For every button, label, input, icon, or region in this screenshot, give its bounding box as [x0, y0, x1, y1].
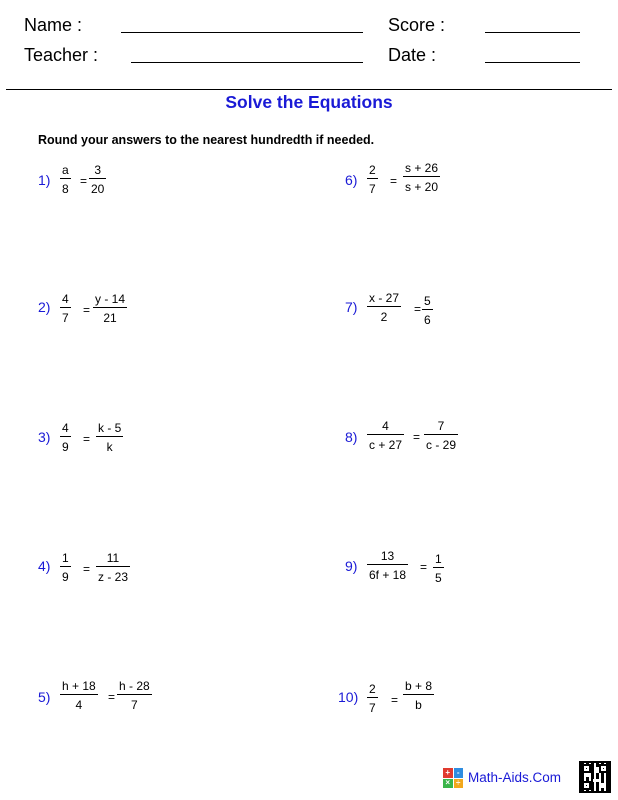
qr-code-icon — [579, 761, 611, 793]
numerator: 4 — [382, 419, 389, 433]
equals-sign: = — [83, 432, 91, 446]
numerator: a — [62, 163, 69, 177]
right-fraction — [433, 553, 444, 584]
numerator: 3 — [94, 163, 102, 177]
math-aids-logo — [443, 768, 463, 788]
date-label: Date : — [388, 45, 437, 65]
right-fraction — [89, 164, 106, 195]
left-fraction — [367, 292, 401, 323]
denominator: 5 — [435, 571, 442, 585]
numerator: 5 — [424, 294, 431, 308]
left-fraction — [367, 420, 404, 451]
name-label: Name : — [24, 15, 83, 35]
page-title: Solve the Equations — [225, 92, 393, 112]
right-fraction — [117, 680, 152, 711]
denominator: 9 — [62, 440, 69, 454]
problem-number: 10) — [338, 689, 359, 705]
denominator: 6f + 18 — [369, 568, 407, 582]
problem-number: 5) — [38, 689, 51, 705]
numerator: 4 — [62, 421, 69, 435]
numerator: 7 — [437, 419, 445, 433]
teacher-field[interactable] — [131, 62, 363, 63]
problem-number: 7) — [345, 299, 358, 315]
right-fraction — [93, 293, 127, 324]
denominator: 9 — [62, 570, 69, 584]
logo-tile: ÷ — [454, 779, 464, 789]
denominator: z - 23 — [98, 570, 129, 584]
numerator: 1 — [435, 552, 442, 566]
numerator: 1 — [62, 551, 69, 565]
right-fraction — [96, 552, 130, 583]
denominator: 2 — [380, 310, 388, 324]
score-field[interactable] — [485, 32, 580, 33]
right-fraction — [403, 162, 440, 193]
equals-sign: = — [390, 174, 398, 188]
problem-number: 1) — [38, 172, 51, 188]
problem-number: 3) — [38, 429, 51, 445]
numerator: 13 — [380, 549, 395, 563]
denominator: k — [106, 440, 113, 454]
denominator: 21 — [103, 311, 117, 325]
denominator: s + 20 — [405, 180, 439, 194]
logo-tile: - — [454, 768, 464, 778]
left-fraction — [367, 164, 378, 195]
numerator: x - 27 — [369, 291, 400, 305]
numerator: y - 14 — [95, 292, 126, 306]
instructions: Round your answers to the nearest hundredth if needed. — [38, 133, 375, 147]
numerator: k - 5 — [98, 421, 122, 435]
denominator: c - 29 — [426, 438, 457, 452]
left-fraction — [60, 552, 71, 583]
denominator: c + 27 — [369, 438, 403, 452]
denominator: 7 — [62, 311, 69, 325]
left-fraction — [60, 293, 71, 324]
right-fraction — [424, 420, 458, 451]
left-fraction — [367, 550, 408, 581]
brand-text: Math-Aids.Com — [468, 770, 562, 785]
numerator: h + 18 — [62, 679, 96, 693]
problem-number: 8) — [345, 429, 358, 445]
header-divider — [6, 89, 612, 90]
numerator: 4 — [62, 292, 69, 306]
logo-tile: × — [443, 779, 453, 789]
numerator: 11 — [106, 551, 120, 565]
name-field[interactable] — [121, 32, 363, 33]
right-fraction — [422, 295, 433, 326]
denominator: 7 — [369, 182, 376, 196]
denominator: 8 — [62, 182, 69, 196]
numerator: h - 28 — [119, 679, 150, 693]
denominator: b — [415, 698, 422, 712]
numerator: 2 — [369, 682, 376, 696]
right-fraction — [403, 680, 434, 711]
right-fraction — [96, 422, 123, 453]
left-fraction — [60, 422, 71, 453]
numerator: b + 8 — [405, 679, 433, 693]
equals-sign: = — [80, 174, 88, 188]
problem-number: 4) — [38, 558, 51, 574]
equals-sign: = — [83, 562, 91, 576]
left-fraction — [367, 683, 378, 714]
denominator: 20 — [91, 182, 105, 196]
equals-sign: = — [420, 560, 428, 574]
equals-sign: = — [391, 693, 399, 707]
equals-sign: = — [414, 302, 422, 316]
numerator: 2 — [369, 163, 376, 177]
left-fraction — [60, 680, 98, 711]
score-label: Score : — [388, 15, 446, 35]
denominator: 4 — [75, 698, 83, 712]
denominator: 7 — [369, 701, 376, 715]
denominator: 7 — [131, 698, 138, 712]
numerator: s + 26 — [405, 161, 439, 175]
teacher-label: Teacher : — [24, 45, 99, 65]
equals-sign: = — [413, 430, 421, 444]
date-field[interactable] — [485, 62, 580, 63]
equals-sign: = — [83, 303, 91, 317]
problem-number: 9) — [345, 558, 358, 574]
equals-sign: = — [108, 690, 116, 704]
left-fraction — [60, 164, 71, 195]
problem-number: 6) — [345, 172, 358, 188]
problem-number: 2) — [38, 299, 51, 315]
logo-tile: + — [443, 768, 453, 778]
denominator: 6 — [424, 313, 431, 327]
